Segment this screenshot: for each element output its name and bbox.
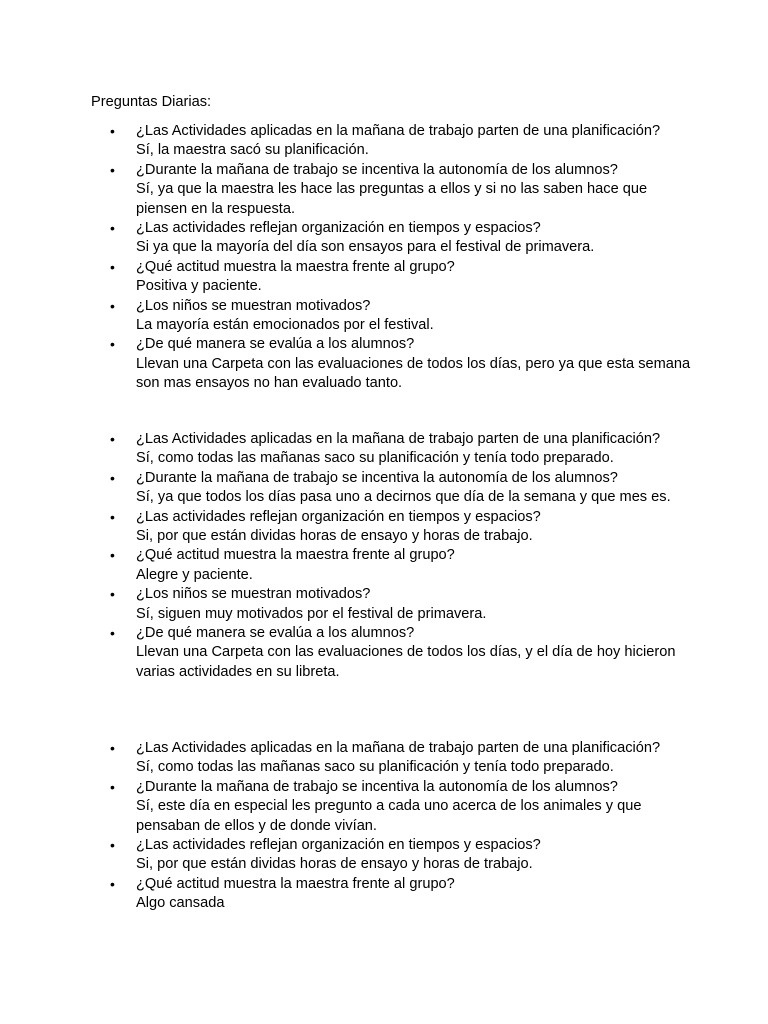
question-text: ¿Las actividades reflejan organización en tiempos y espacios? <box>136 220 541 237</box>
question-list-day-2 <box>0 430 768 682</box>
bullet-icon: • <box>110 837 115 854</box>
answer-text: Alegre y paciente. <box>136 566 253 583</box>
bullet-icon: • <box>110 547 115 564</box>
answer-text: Llevan una Carpeta con las evaluaciones de todos los días, pero ya que esta semana son mas ensayos no han evaluado tanto. <box>136 355 691 392</box>
answer-text: Positiva y paciente. <box>136 278 262 295</box>
bullet-icon: • <box>110 469 115 486</box>
question-text: ¿Los niños se muestran motivados? <box>136 297 371 314</box>
question-text: ¿Los niños se muestran motivados? <box>136 586 371 603</box>
question-text: ¿Las Actividades aplicadas en la mañana de trabajo parten de una planificación? <box>136 123 661 139</box>
bullet-icon: • <box>110 220 115 237</box>
question-list-day-3 <box>0 739 768 914</box>
list-item <box>0 546 696 585</box>
list-item <box>0 122 696 161</box>
list-item <box>0 836 696 875</box>
list-item <box>0 161 696 219</box>
bullet-icon: • <box>110 431 115 447</box>
answer-text: Sí, como todas las mañanas saco su planificación y tenía todo preparado. <box>136 759 614 776</box>
question-text: ¿Las actividades reflejan organización en tiempos y espacios? <box>136 837 541 854</box>
list-item <box>0 778 696 836</box>
answer-text: Sí, ya que la maestra les hace las preguntas a ellos y si no las saben hace que piensen en la respuesta. <box>136 181 648 217</box>
answer-text: Sí, siguen muy motivados por el festival de primavera. <box>136 605 487 622</box>
question-list-day-1 <box>0 122 768 394</box>
answer-text: Si ya que la mayoría del día son ensayos para el festival de primavera. <box>136 239 595 256</box>
answer-text: Si, por que están dividas horas de ensayo y horas de trabajo. <box>136 528 533 545</box>
list-item <box>0 297 696 336</box>
list-item <box>0 508 696 547</box>
answer-text: Algo cansada <box>136 895 225 912</box>
answer-text: Sí, ya que todos los días pasa uno a decirnos que día de la semana y que mes es. <box>136 489 671 506</box>
answer-text: Si, por que están dividas horas de ensayo y horas de trabajo. <box>136 856 533 873</box>
answer-text: Sí, este día en especial les pregunto a cada uno acerca de los animales y que pensaban de ellos y de donde vivían. <box>136 798 642 834</box>
bullet-icon: • <box>110 161 115 178</box>
bullet-icon: • <box>110 875 115 892</box>
answer-text: La mayoría están emocionados por el festival. <box>136 317 434 334</box>
question-text: ¿Durante la mañana de trabajo se incentiva la autonomía de los alumnos? <box>136 469 618 486</box>
bullet-icon: • <box>110 778 115 795</box>
list-item <box>0 258 696 297</box>
answer-text: Sí, la maestra sacó su planificación. <box>136 142 369 159</box>
bullet-icon: • <box>110 336 115 353</box>
answer-text: Llevan una Carpeta con las evaluaciones de todos los días, y el día de hoy hicieron varias actividades en su libreta. <box>136 644 676 680</box>
question-text: ¿Las actividades reflejan organización en tiempos y espacios? <box>136 508 541 525</box>
bullet-icon: • <box>110 508 115 525</box>
bullet-icon: • <box>110 586 115 603</box>
bullet-icon: • <box>110 123 115 139</box>
bullet-icon: • <box>110 297 115 314</box>
question-text: ¿De qué manera se evalúa a los alumnos? <box>136 336 415 353</box>
question-text: ¿Las Actividades aplicadas en la mañana de trabajo parten de una planificación? <box>136 740 661 756</box>
question-text: ¿Qué actitud muestra la maestra frente al grupo? <box>136 875 455 892</box>
question-text: ¿Durante la mañana de trabajo se incentiva la autonomía de los alumnos? <box>136 161 618 178</box>
list-item <box>0 585 696 624</box>
list-item <box>0 219 696 258</box>
list-item <box>0 430 696 469</box>
list-item <box>0 739 696 778</box>
question-text: ¿De qué manera se evalúa a los alumnos? <box>136 625 415 642</box>
list-item <box>0 469 696 508</box>
question-text: ¿Qué actitud muestra la maestra frente al grupo? <box>136 547 455 564</box>
answer-text: Sí, como todas las mañanas saco su planificación y tenía todo preparado. <box>136 450 614 467</box>
question-text: ¿Las Actividades aplicadas en la mañana de trabajo parten de una planificación? <box>136 431 661 447</box>
question-text: ¿Durante la mañana de trabajo se incentiva la autonomía de los alumnos? <box>136 778 618 795</box>
question-text: ¿Qué actitud muestra la maestra frente al grupo? <box>136 258 455 275</box>
bullet-icon: • <box>110 258 115 275</box>
bullet-icon: • <box>110 625 115 642</box>
list-item <box>0 335 696 393</box>
list-item <box>0 875 696 914</box>
page-title: Preguntas Diarias: <box>91 94 212 110</box>
list-item <box>0 624 696 682</box>
bullet-icon: • <box>110 740 115 756</box>
